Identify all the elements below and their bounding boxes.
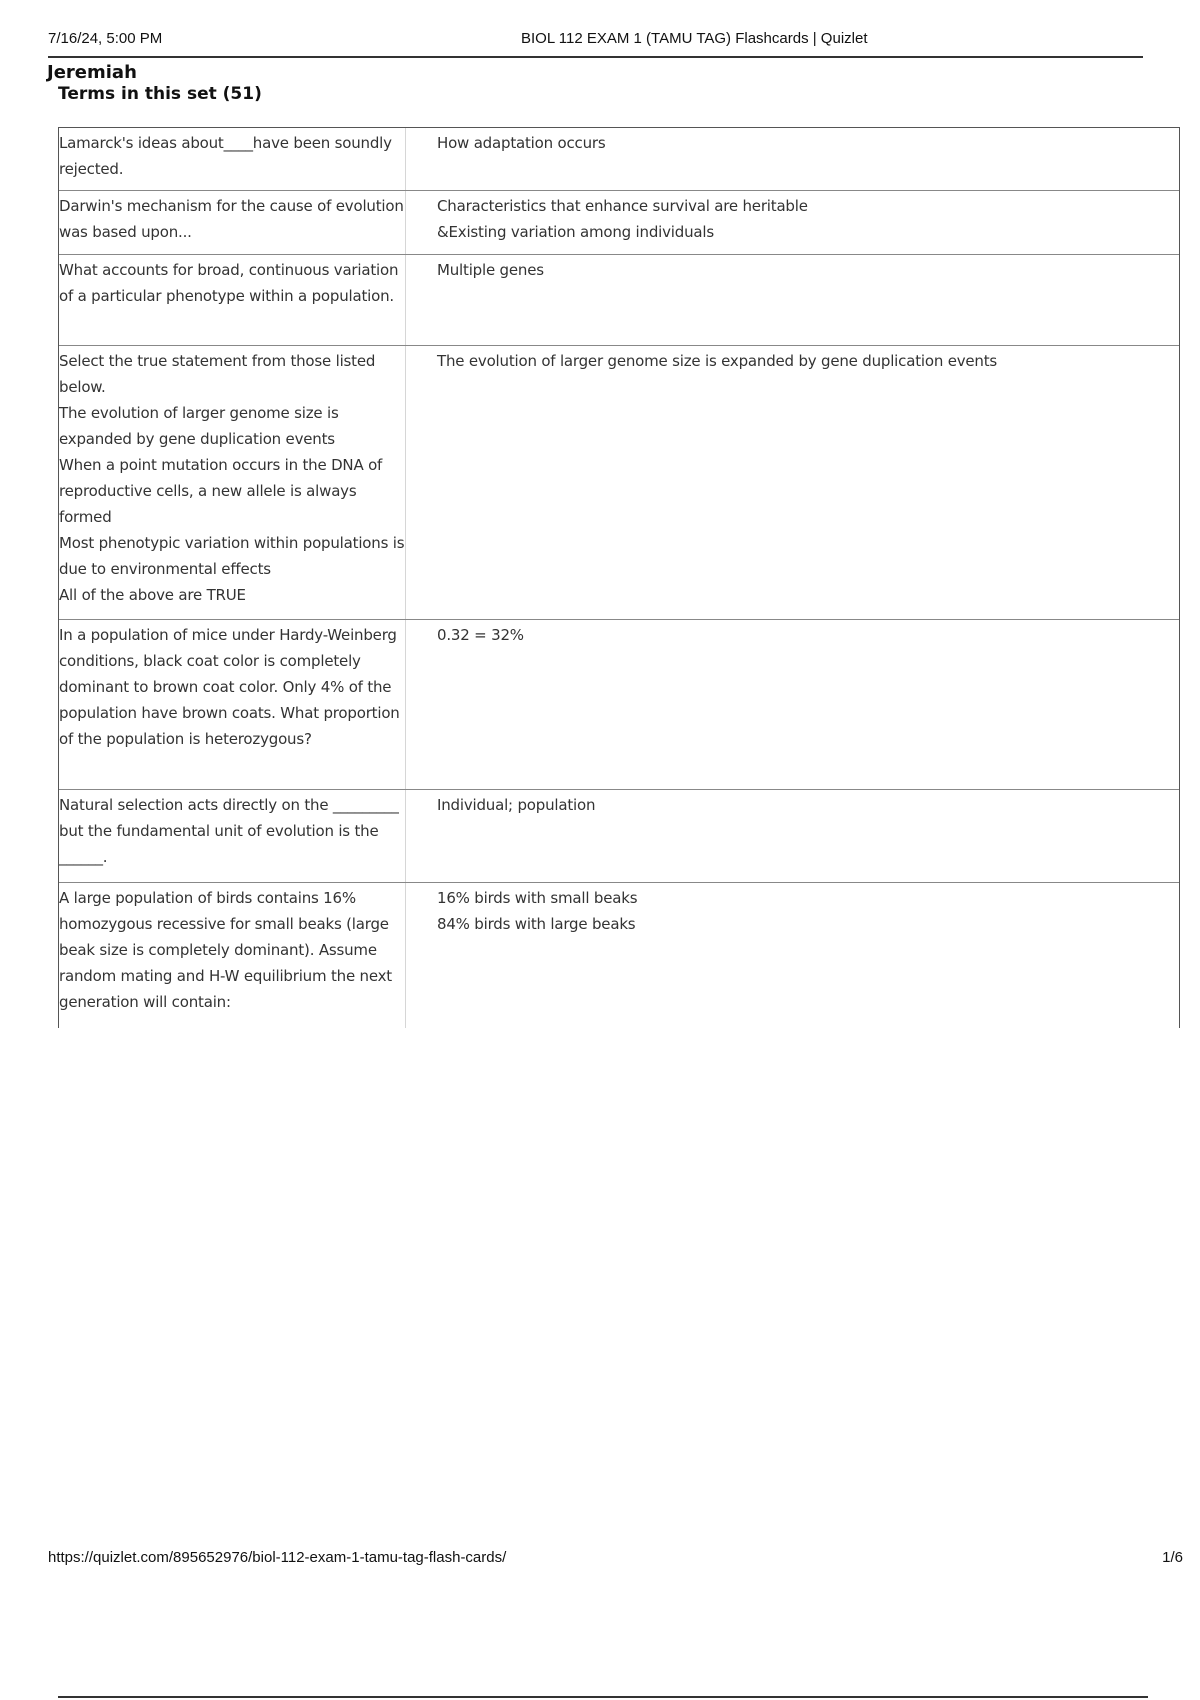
terms-heading: Terms in this set (51) <box>58 84 262 104</box>
definition-text: Characteristics that enhance survival are heritable &Existing variation among individuals <box>437 197 808 241</box>
header-divider <box>48 56 1143 58</box>
definition-text: How adaptation occurs <box>437 134 606 152</box>
term-text: In a population of mice under Hardy-Weinberg conditions, black coat color is completely dominant to brown coat color. Only 4% of the population have brown coats. What proportion of the population is heterozygous? <box>59 620 406 789</box>
term-row <box>59 255 1179 346</box>
term-row <box>59 883 1179 1028</box>
terms-table <box>58 127 1180 1028</box>
term-row <box>59 128 1179 191</box>
page-title: BIOL 112 EXAM 1 (TAMU TAG) Flashcards | Quizlet <box>521 30 868 47</box>
author-name[interactable]: Jeremiah <box>47 62 137 83</box>
term-row <box>59 346 1179 620</box>
definition-text: Individual; population <box>437 796 596 814</box>
term-text: Lamarck's ideas about____have been soundly rejected. <box>59 128 406 190</box>
definition-text: 0.32 = 32% <box>437 626 524 644</box>
term-text: Darwin's mechanism for the cause of evolution was based upon... <box>59 191 406 254</box>
term-row <box>59 191 1179 255</box>
term-text: Select the true statement from those listed below. The evolution of larger genome size is expanded by gene duplication events When a point mutation occurs in the DNA of reproductive cells, a new allele is always formed Most phenotypic variation within populations is due to environmental effects All of the above are TRUE <box>59 346 406 619</box>
print-date: 7/16/24, 5:00 PM <box>48 30 163 47</box>
page-url[interactable]: https://quizlet.com/895652976/biol-112-exam-1-tamu-tag-flash-cards/ <box>48 1549 507 1566</box>
page-number: 1/6 <box>1162 1549 1183 1566</box>
bottom-divider <box>58 1696 1148 1698</box>
print-header <box>48 28 1143 58</box>
definition-text: Multiple genes <box>437 261 544 279</box>
term-row <box>59 620 1179 790</box>
term-text: What accounts for broad, continuous variation of a particular phenotype within a population. <box>59 255 406 345</box>
term-text: A large population of birds contains 16% homozygous recessive for small beaks (large beak size is completely dominant). Assume random mating and H-W equilibrium the next generation will contain: <box>59 883 406 1028</box>
term-row <box>59 790 1179 883</box>
definition-text: 16% birds with small beaks 84% birds with large beaks <box>437 889 638 933</box>
definition-text: The evolution of larger genome size is expanded by gene duplication events <box>437 352 998 370</box>
term-text: Natural selection acts directly on the _________ but the fundamental unit of evolution is the ______. <box>59 790 406 882</box>
